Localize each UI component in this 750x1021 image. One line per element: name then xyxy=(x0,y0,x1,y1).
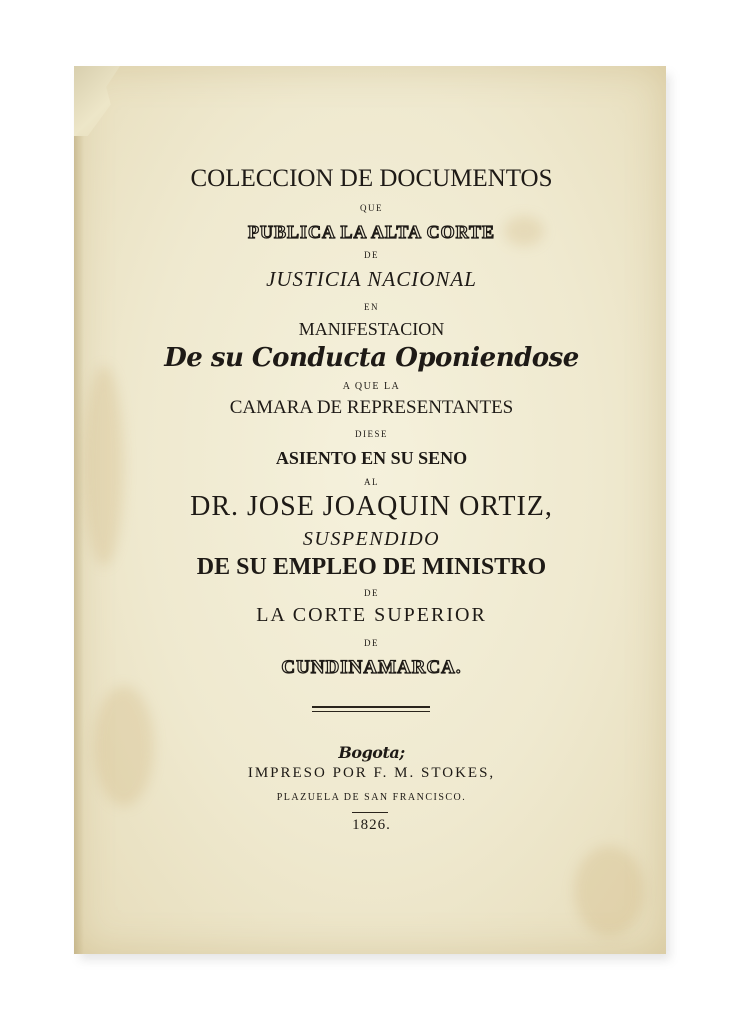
line-justicia: JUSTICIA NACIONAL xyxy=(266,267,477,291)
imprint-year: 1826. xyxy=(352,817,391,833)
line-publica: PUBLICA LA ALTA CORTE xyxy=(248,222,495,242)
line-de: DE xyxy=(364,250,379,260)
line-dr-ortiz: DR. JOSE JOAQUIN ORTIZ, xyxy=(190,491,553,522)
line-camara: CAMARA DE REPRESENTANTES xyxy=(229,397,514,418)
separator-rule xyxy=(312,706,430,708)
line-de: DE xyxy=(364,588,379,598)
torn-corner xyxy=(74,66,120,136)
line-cundinamarca: CUNDINAMARCA. xyxy=(281,657,462,678)
year-rule xyxy=(352,812,388,813)
line-que: QUE xyxy=(360,203,383,213)
line-manifestacion: MANIFESTACION xyxy=(298,319,445,339)
line-conducta: De su Conducta Oponiendose xyxy=(164,343,579,373)
title-page xyxy=(74,66,666,954)
line-corte: LA CORTE SUPERIOR xyxy=(256,604,487,626)
line-aquela: A QUE LA xyxy=(342,381,401,392)
imprint-city: Bogota; xyxy=(338,743,405,762)
separator-rule xyxy=(312,711,430,712)
page-edge xyxy=(74,66,84,954)
imprint-address: PLAZUELA DE SAN FRANCISCO. xyxy=(276,792,467,803)
line-diese: DIESE xyxy=(355,429,388,439)
line-empleo: DE SU EMPLEO DE MINISTRO xyxy=(196,554,547,580)
document-title: COLECCION DE DOCUMENTOS xyxy=(190,165,553,192)
line-al: AL xyxy=(364,477,379,487)
imprint-printer: IMPRESO POR F. M. STOKES, xyxy=(247,765,496,781)
line-suspendido: SUSPENDIDO xyxy=(302,528,441,550)
line-asiento: ASIENTO EN SU SENO xyxy=(275,448,468,468)
stain xyxy=(574,846,644,936)
line-en: EN xyxy=(364,302,379,312)
line-de: DE xyxy=(364,638,379,648)
